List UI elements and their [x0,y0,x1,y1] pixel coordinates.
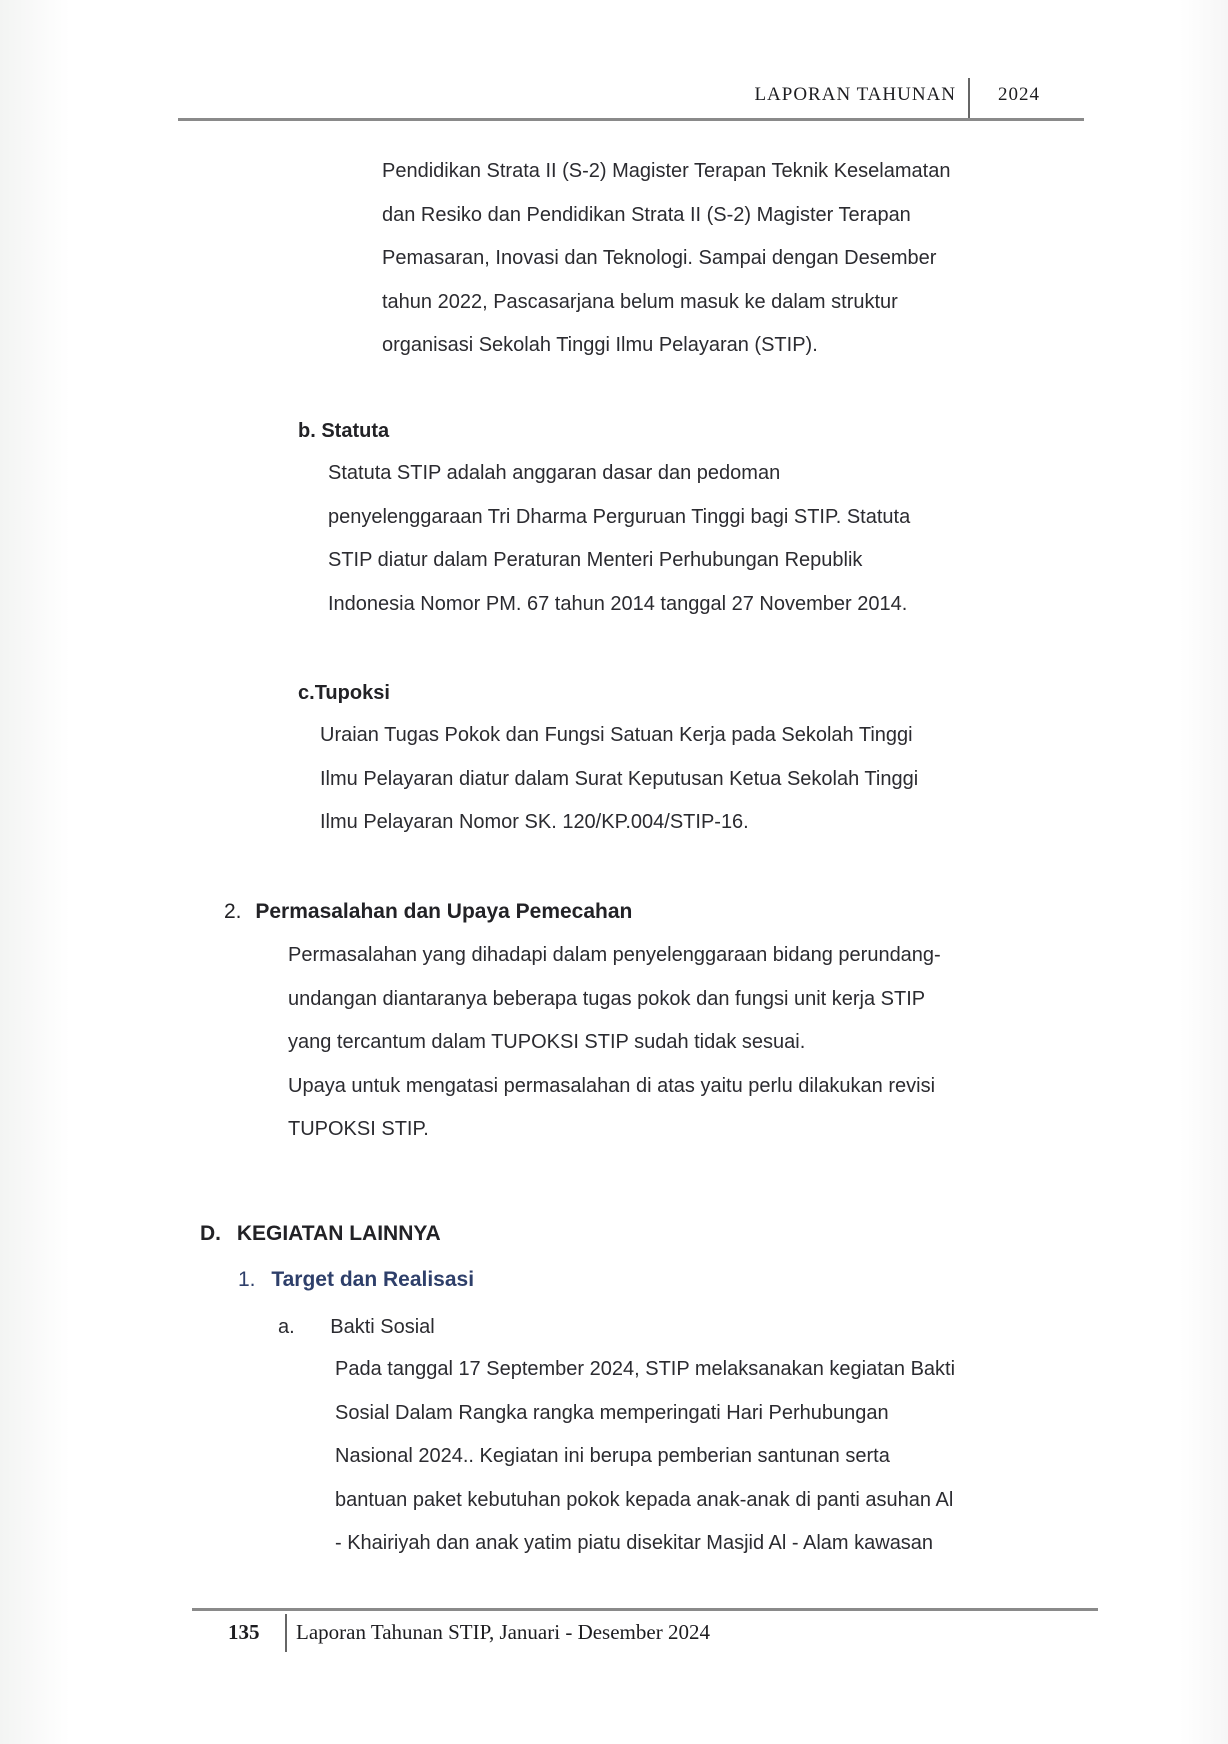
text-line: penyelenggaraan Tri Dharma Perguruan Tinggi bagi STIP. Statuta [328,505,911,528]
text-line: undangan diantaranya beberapa tugas pokok dan fungsi unit kerja STIP [288,987,926,1010]
text-line: Statuta STIP adalah anggaran dasar dan pedoman [328,462,781,484]
text-line: Permasalahan yang dihadapi dalam penyelenggaraan bidang perundang- [288,944,941,966]
target-realisasi-heading [238,1268,474,1292]
tupoksi-paragraph [320,714,1090,845]
target-realisasi-title: Target dan Realisasi [271,1268,475,1291]
footer-text: Laporan Tahunan STIP, Januari - Desember 2024 [296,1620,710,1644]
footer-rule [192,1608,1098,1611]
section-d-marker: D. [200,1222,221,1245]
bakti-sosial-marker: a. [278,1316,295,1338]
bakti-sosial-label [278,1316,435,1339]
text-line: dan Resiko dan Pendidikan Strata II (S-2) Magister Terapan [382,203,911,226]
text-line: Nasional 2024.. Kegiatan ini berupa pemberian santunan serta [335,1445,890,1467]
text-line: STIP diatur dalam Peraturan Menteri Perhubungan Republik [328,549,863,571]
text-line: Ilmu Pelayaran diatur dalam Surat Keputusan Ketua Sekolah Tinggi [320,767,919,790]
permasalahan-paragraph [288,934,1092,1152]
page-header [178,78,1084,122]
statuta-title: Statuta [321,420,390,442]
page-number: 135 [228,1620,260,1644]
bakti-sosial-paragraph [335,1348,1097,1566]
text-line: Pemasaran, Inovasi dan Teknologi. Sampai dengan Desember [382,247,937,269]
text-line: Sosial Dalam Rangka rangka memperingati Hari Perhubungan [335,1401,889,1424]
text-line: Indonesia Nomor PM. 67 tahun 2014 tanggal 27 November 2014. [328,592,908,615]
permasalahan-marker: 2. [224,900,242,923]
text-line: Upaya untuk mengatasi permasalahan di atas yaitu perlu dilakukan revisi [288,1074,936,1097]
intro-paragraph [382,150,1084,368]
text-line: yang tercantum dalam TUPOKSI STIP sudah tidak sesuai. [288,1031,806,1053]
permasalahan-title: Permasalahan dan Upaya Pemecahan [255,900,633,923]
statuta-marker: b. [298,420,316,442]
text-line: - Khairiyah dan anak yatim piatu disekitar Masjid Al - Alam kawasan [335,1532,934,1554]
text-line: TUPOKSI STIP. [288,1118,429,1140]
text-line: tahun 2022, Pascasarjana belum masuk ke dalam struktur [382,290,898,313]
header-title: LAPORAN TAHUNAN [754,84,956,105]
permasalahan-heading [224,900,632,924]
tupoksi-title: Tupoksi [314,682,390,704]
text-line: bantuan paket kebutuhan pokok kepada anak-anak di panti asuhan Al [335,1488,954,1511]
target-realisasi-marker: 1. [238,1268,256,1291]
statuta-paragraph [328,452,1048,626]
text-line: Pendidikan Strata II (S-2) Magister Terapan Teknik Keselamatan [382,160,951,182]
tupoksi-marker: c. [298,682,315,704]
tupoksi-heading [298,682,390,705]
header-divider [968,78,970,118]
header-rule [178,118,1084,121]
text-line: organisasi Sekolah Tinggi Ilmu Pelayaran (STIP). [382,334,818,356]
statuta-heading [298,420,389,443]
bakti-sosial-title: Bakti Sosial [330,1316,435,1338]
footer-divider [285,1614,287,1652]
text-line: Pada tanggal 17 September 2024, STIP melaksanakan kegiatan Bakti [335,1358,956,1380]
text-line: Ilmu Pelayaran Nomor SK. 120/KP.004/STIP-16. [320,811,749,833]
header-year: 2024 [998,84,1040,105]
section-d-title: KEGIATAN LAINNYA [236,1222,441,1245]
section-d-heading [200,1222,441,1246]
text-line: Uraian Tugas Pokok dan Fungsi Satuan Kerja pada Sekolah Tinggi [320,724,913,746]
